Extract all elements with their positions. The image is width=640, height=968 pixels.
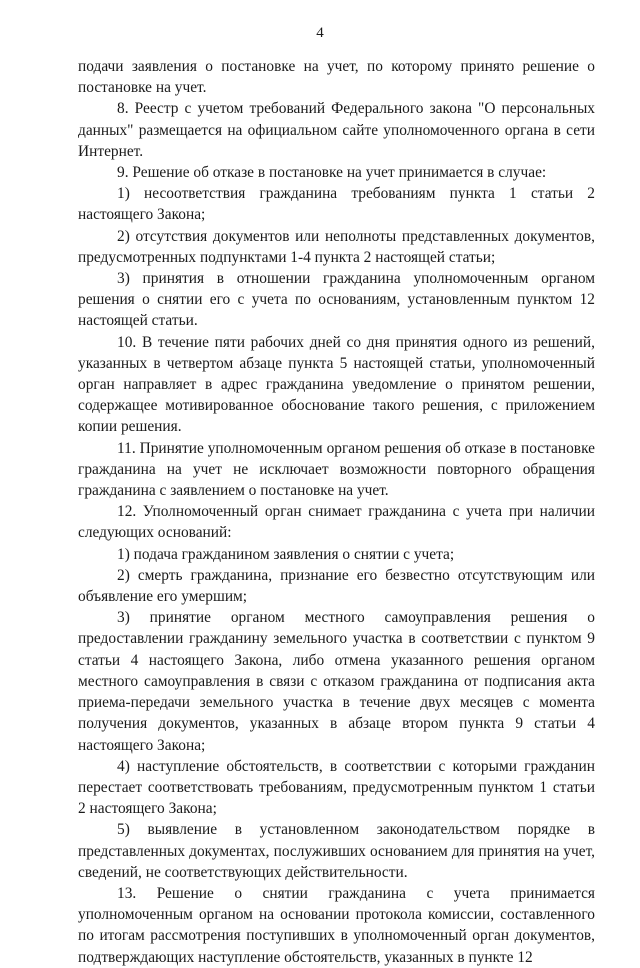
paragraph-item-8: 8. Реестр с учетом требований Федерального закона "О персональных данных" размещается на официальном сайте уполномоченного органа в сети Интернет. <box>78 100 595 160</box>
paragraph-item-9-1: 1) несоответствия гражданина требованиям пункта 1 статьи 2 настоящего Закона; <box>78 185 595 224</box>
paragraph-continuation: подачи заявления о постановке на учет, по которому принято решение о постановке на учет. <box>78 58 595 97</box>
paragraph-item-10: 10. В течение пяти рабочих дней со дня принятия одного из решений, указанных в четвертом абзаце пункта 5 настоящей статьи, уполномоченный орган направляет в адрес гражданина уведомление о принятом решении, содержащее мотивированное обоснование такого решения, с приложением копии решения. <box>78 333 595 436</box>
paragraph-item-9-3: 3) принятия в отношении гражданина уполномоченным органом решения о снятии его с учета по основаниям, установленным пунктом 12 настоящей статьи. <box>78 270 595 330</box>
paragraph-item-12-4: 4) наступление обстоятельств, в соответствии с которыми гражданин перестает соответствовать требованиям, предусмотренным пунктом 1 статьи 2 настоящего Закона; <box>78 757 595 818</box>
page-number: 4 <box>316 25 324 41</box>
paragraph-item-12-2: 2) смерть гражданина, признание его безвестно отсутствующим или объявление его умершим; <box>78 566 595 606</box>
paragraph-item-13: 13. Решение о снятии гражданина с учета принимается уполномоченным органом на основании протокола комиссии, составленного по итогам рассмотрения поступивших в уполномоченный орган документов, подтверждающих наступление обстоятельств, указанных в пункте 12 <box>78 884 595 966</box>
paragraph-item-11: 11. Принятие уполномоченным органом решения об отказе в постановке гражданина на учет не исключает возможности повторного обращения гражданина с заявлением о постановке на учет. <box>78 439 595 500</box>
paragraph-item-12-1: 1) подача гражданином заявления о снятии с учета; <box>117 545 455 563</box>
document-body <box>78 56 595 968</box>
paragraph-item-9-2: 2) отсутствия документов или неполноты представленных документов, предусмотренных подпунктами 1-4 пункта 2 настоящей статьи; <box>78 227 595 266</box>
paragraph-item-12: 12. Уполномоченный орган снимает гражданина с учета при наличии следующих оснований: <box>78 503 595 542</box>
paragraph-item-12-3: 3) принятие органом местного самоуправления решения о предоставлении гражданину земельного участка в соответствии с пунктом 9 статьи 4 настоящего Закона, либо отмена указанного решения органом местного самоуправления в связи с отказом гражданина от подписания акта приема-передачи земельного участка в течение двух месяцев с момента получения документов, указанных в абзаце втором пункта 9 статьи 4 настоящего Закона; <box>78 609 595 754</box>
paragraph-item-12-5: 5) выявление в установленном законодательством порядке в представленных документах, послуживших основанием для принятия на учет, сведений, не соответствующих действительности. <box>78 821 595 881</box>
paragraph-item-9: 9. Решение об отказе в постановке на учет принимается в случае: <box>117 164 547 182</box>
